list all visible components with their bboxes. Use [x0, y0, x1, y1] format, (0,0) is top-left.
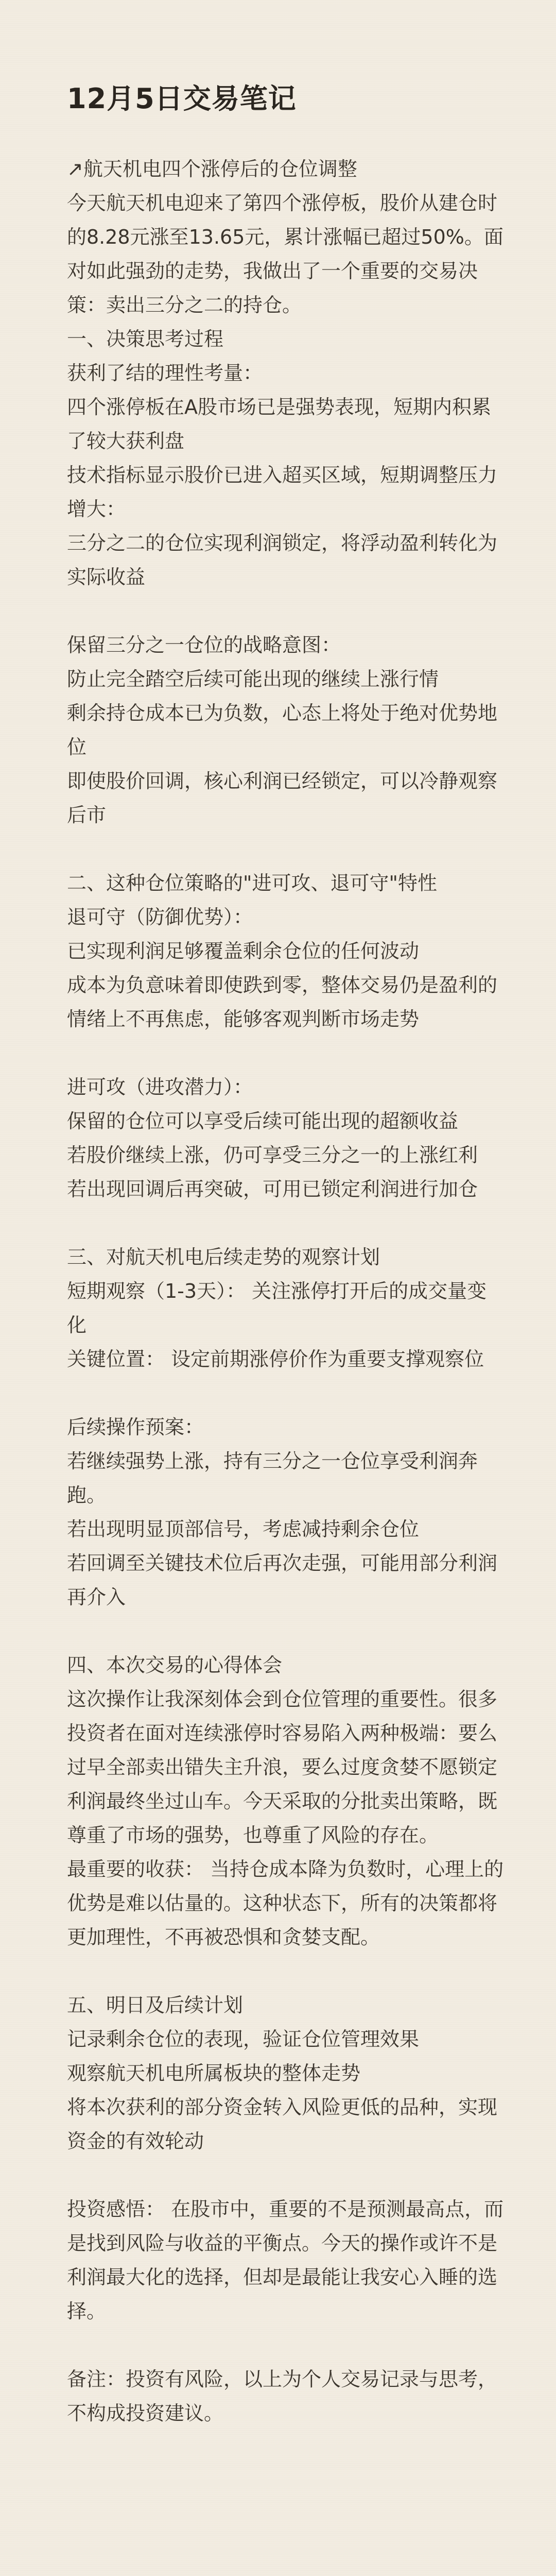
note-paragraph: 防止完全踏空后续可能出现的继续上涨行情	[67, 667, 439, 690]
note-paragraph: 记录剩余仓位的表现，验证仓位管理效果	[67, 2027, 420, 2050]
blank-line	[67, 1036, 505, 1070]
blank-line	[67, 2328, 505, 2362]
note-paragraph: 即使股价回调，核心利润已经锁定，可以冷静观察后市	[67, 769, 498, 826]
note-paragraph: 后续操作预案：	[67, 1415, 204, 1438]
blank-line	[67, 1954, 505, 1988]
note-paragraph: 若出现回调后再突破，可用已锁定利润进行加仓	[67, 1177, 478, 1200]
blank-line	[67, 1376, 505, 1410]
blank-line	[67, 594, 505, 628]
note-paragraph: ↗航天机电四个涨停后的仓位调整	[67, 157, 357, 180]
note-paragraph: 获利了结的理性考量：	[67, 361, 263, 384]
note-paragraph: 保留三分之一仓位的战略意图：	[67, 633, 341, 656]
note-paragraph: 五、明日及后续计划	[67, 1993, 244, 2016]
blank-line	[67, 832, 505, 866]
note-paragraph: 成本为负意味着即使跌到零，整体交易仍是盈利的	[67, 973, 498, 996]
blank-line	[67, 1614, 505, 1648]
blank-line	[67, 2158, 505, 2192]
blank-line	[67, 1206, 505, 1240]
note-paragraph: 二、这种仓位策略的"进可攻、退可守"特性	[67, 871, 437, 894]
note-paragraph: 若继续强势上涨，持有三分之一仓位享受利润奔跑。	[67, 1449, 478, 1506]
note-paragraph: 四个涨停板在A股市场已是强势表现，短期内积累了较大获利盘	[67, 395, 491, 452]
note-paragraph: 若出现明显顶部信号，考虑减持剩余仓位	[67, 1517, 420, 1540]
note-paragraph: 最重要的收获： 当持仓成本降为负数时，心理上的优势是难以估量的。这种状态下，所有的决策都将更加理性，不再被恐惧和贪婪支配。	[67, 1857, 504, 1948]
note-paragraph: 投资感悟： 在股市中，重要的不是预测最高点，而是找到风险与收益的平衡点。今天的操作或许不是利润最大化的选择，但却是最能让我安心入睡的选择。	[67, 2197, 504, 2323]
note-paragraph: 四、本次交易的心得体会	[67, 1653, 283, 1676]
note-paragraph: 备注：投资有风险，以上为个人交易记录与思考，不构成投资建议。	[67, 2367, 498, 2425]
note-paragraph: 三分之二的仓位实现利润锁定，将浮动盈利转化为实际收益	[67, 531, 498, 588]
note-paragraph: 若股价继续上涨，仍可享受三分之一的上涨红利	[67, 1143, 478, 1166]
note-paragraph: 若回调至关键技术位后再次走强，可能用部分利润再介入	[67, 1551, 498, 1608]
note-body	[67, 152, 505, 2430]
note-paragraph: 进可攻（进攻潜力）：	[67, 1075, 253, 1098]
note-paragraph: 关键位置： 设定前期涨停价作为重要支撑观察位	[67, 1347, 484, 1370]
note-paragraph: 已实现利润足够覆盖剩余仓位的任何波动	[67, 939, 420, 962]
note-paragraph: 退可守（防御优势）：	[67, 905, 253, 928]
note-paragraph: 一、决策思考过程	[67, 327, 224, 350]
note-paragraph: 剩余持仓成本已为负数，心态上将处于绝对优势地位	[67, 701, 498, 758]
note-paragraph: 今天航天机电迎来了第四个涨停板，股价从建仓时的8.28元涨至13.65元，累计涨幅已超过50%。面对如此强劲的走势，我做出了一个重要的交易决策：卖出三分之二的持仓。	[67, 191, 503, 316]
note-paragraph: 情绪上不再焦虑，能够客观判断市场走势	[67, 1007, 420, 1030]
note-paragraph: 观察航天机电所属板块的整体走势	[67, 2061, 361, 2084]
note-paragraph: 保留的仓位可以享受后续可能出现的超额收益	[67, 1109, 459, 1132]
note-paragraph: 这次操作让我深刻体会到仓位管理的重要性。很多投资者在面对连续涨停时容易陷入两种极端：要么过早全部卖出错失主升浪，要么过度贪婪不愿锁定利润最终坐过山车。今天采取的分批卖出策略，既尊重了市场的强势，也尊重了风险的存在。	[67, 1687, 498, 1846]
note-title: 12月5日交易笔记	[67, 82, 297, 115]
note-paragraph: 三、对航天机电后续走势的观察计划	[67, 1245, 380, 1268]
note-paragraph: 将本次获利的部分资金转入风险更低的品种，实现资金的有效轮动	[67, 2095, 498, 2153]
note-paragraph: 技术指标显示股价已进入超买区域，短期调整压力增大：	[67, 463, 498, 520]
note-paragraph: 短期观察（1-3天）： 关注涨停打开后的成交量变化	[67, 1279, 487, 1336]
